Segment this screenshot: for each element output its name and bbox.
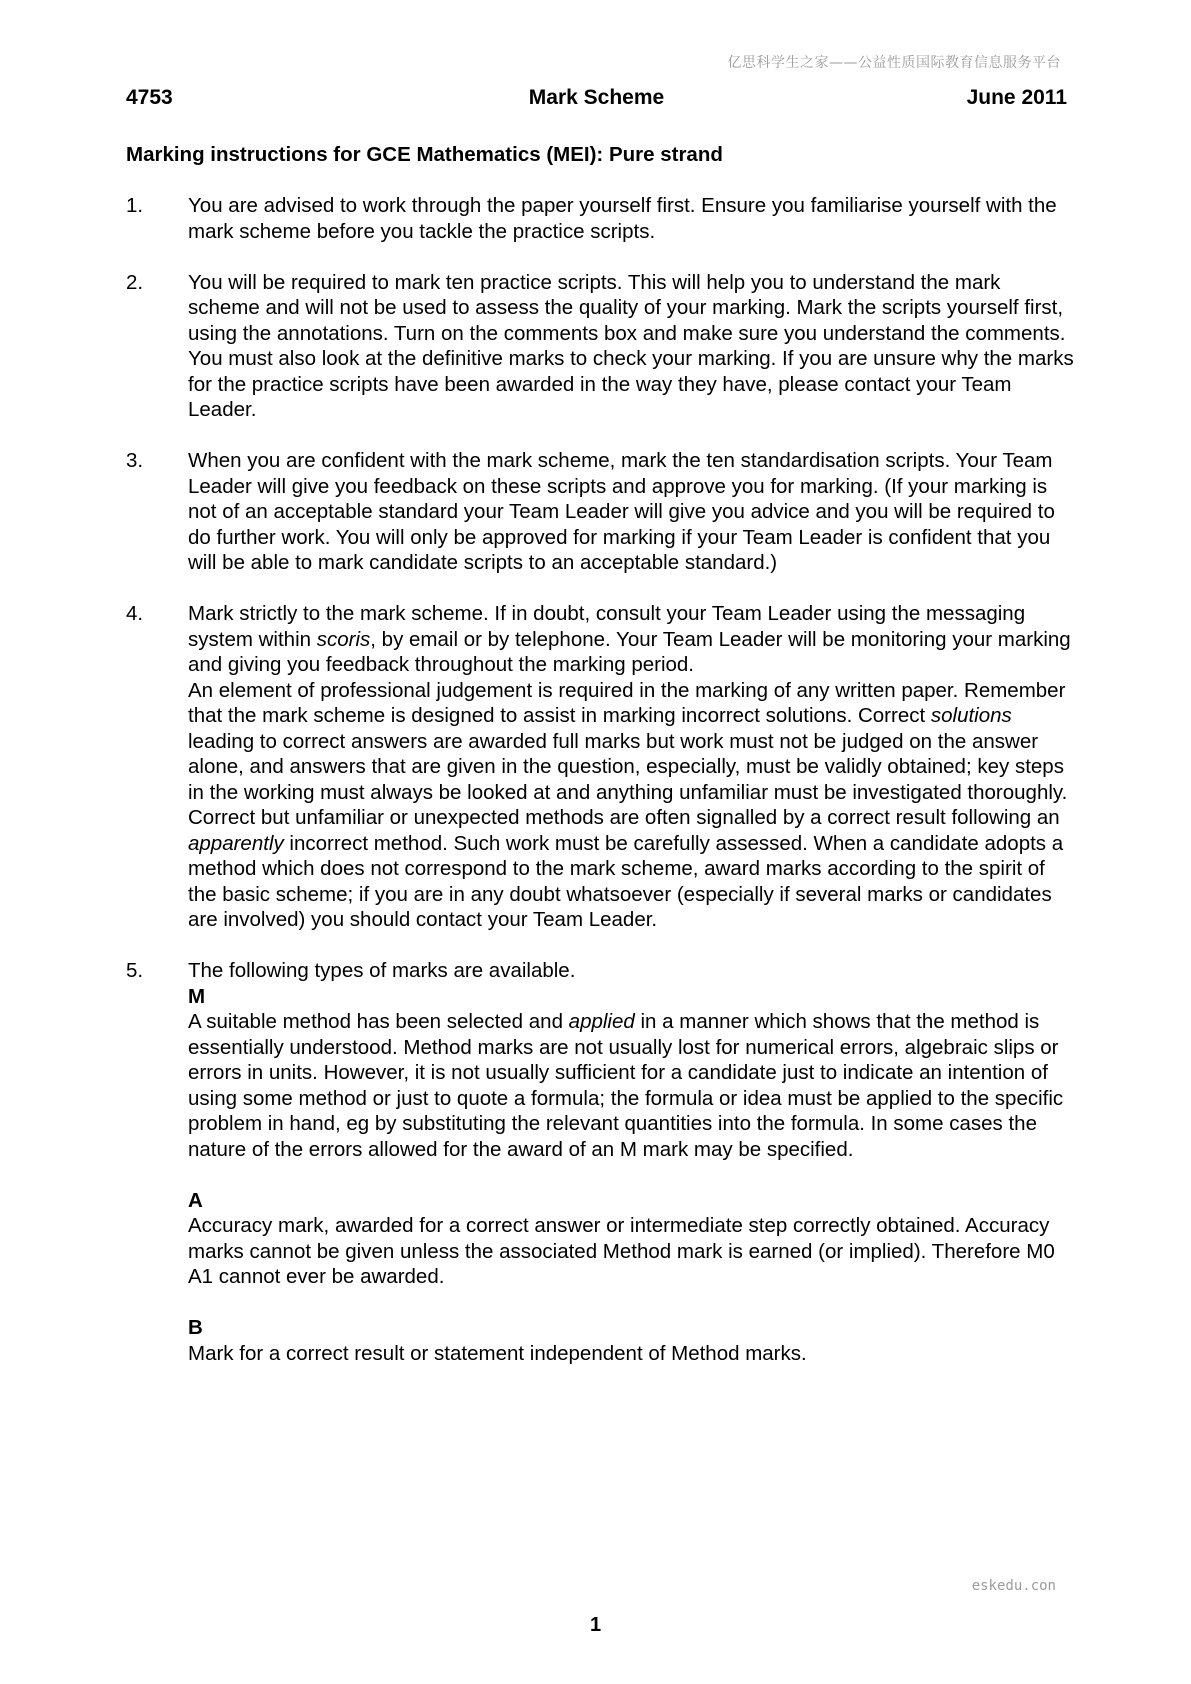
item-paragraph <box>188 601 1076 678</box>
mark-type-a <box>188 1188 1076 1290</box>
text-span: Mark strictly to the mark scheme. If in doubt, consult your Team Leader using the messaging system within <box>188 602 1026 651</box>
text-span: incorrect method. Such work must be carefully assessed. When a candidate adopts a method which does not correspond to the mark scheme, award marks according to the spirit of the basic scheme; if you are in any doubt whatsoever (especially if several marks or candidates are involved) you should contact your Team Leader. <box>188 831 1064 931</box>
text-span: leading to correct answers are awarded full marks but work must not be judged on the answer alone, and answers that are given in the question, especially, must be validly obtained; key steps in the working must always be looked at and anything unfamiliar must be investigated thoroughly. <box>188 729 1068 804</box>
paper-code: 4753 <box>126 86 173 109</box>
emphasis: applied <box>568 1010 635 1033</box>
mark-type-description: Mark for a correct result or statement independent of Method marks. <box>188 1341 807 1365</box>
mark-type-description <box>188 1009 1076 1162</box>
text-span: An element of professional judgement is required in the marking of any written paper. Remember that the mark scheme is designed to assist in marking incorrect solutions. Correct <box>188 678 1066 727</box>
list-item-3 <box>126 448 1076 576</box>
item-paragraph <box>188 678 1076 806</box>
header-title: Mark Scheme <box>528 86 665 109</box>
mark-type-heading: B <box>188 1316 203 1339</box>
header-date: June 2011 <box>966 86 1067 109</box>
item-number: 5. <box>126 959 144 982</box>
item-text: You are advised to work through the paper yourself first. Ensure you familiarise yourself with the mark scheme before you tackle the practice scripts. <box>188 194 1057 243</box>
mark-type-heading: A <box>188 1188 203 1212</box>
item-intro: The following types of marks are available. <box>188 959 576 982</box>
item-number: 3. <box>126 449 144 472</box>
list-item-5 <box>126 958 1076 1366</box>
text-span: A suitable method has been selected and <box>188 1010 569 1033</box>
item-number: 2. <box>126 270 144 294</box>
item-paragraph <box>188 805 1076 933</box>
mark-type-description: Accuracy mark, awarded for a correct answer or intermediate step correctly obtained. Accuracy marks cannot be given unless the associated Method mark is earned (or implied). Therefore M0 A1 cannot ever be awarded. <box>188 1214 1055 1288</box>
mark-type-m <box>188 984 1076 1163</box>
document-title: Marking instructions for GCE Mathematics (MEI): Pure strand <box>126 143 723 166</box>
list-item-4 <box>126 601 1076 933</box>
document-body <box>126 193 1076 1392</box>
text-span: Correct but unfamiliar or unexpected methods are often signalled by a correct result following an <box>188 806 1060 829</box>
emphasis: scoris <box>316 627 371 651</box>
text-span: in a manner which shows that the method is essentially understood. Method marks are not usually lost for numerical errors, algebraic slips or errors in units. However, it is not usually sufficient for a candidate just to indicate an intention of using some method or just to quote a formula; the formula or idea must be applied to the specific problem in hand, eg by substituting the relevant quantities into the formula. In some cases the nature of the errors allowed for the award of an M mark may be specified. <box>188 1010 1064 1161</box>
mark-type-heading: M <box>188 984 206 1008</box>
mark-type-b <box>188 1315 1076 1366</box>
text-span: , by email or by telephone. Your Team Leader will be monitoring your marking and giving you feedback throughout the marking period. <box>188 627 1071 676</box>
emphasis: solutions <box>930 704 1012 727</box>
item-text: When you are confident with the mark scheme, mark the ten standardisation scripts. Your Team Leader will give you feedback on these scripts and approve you for marking. (If your marking is not of an acceptable standard your Team Leader will give you advice and you will be required to do further work. You will only be approved for marking if your Team Leader is confident that you will be able to mark candidate scripts to an acceptable standard.) <box>188 449 1055 574</box>
item-number: 4. <box>126 602 144 625</box>
item-text: You will be required to mark ten practice scripts. This will help you to understand the mark scheme and will not be used to assess the quality of your marking. Mark the scripts yourself first, using the annotations. Turn on the comments box and make sure you understand the comments. You must also look at the definitive marks to check your marking. If you are unsure why the marks for the practice scripts have been awarded in the way they have, please contact your Team Leader. <box>188 270 1074 421</box>
watermark-bottom: eskedu.con <box>971 1578 1056 1594</box>
list-item-2 <box>126 270 1076 423</box>
page-header <box>126 86 1067 112</box>
list-item-1 <box>126 193 1076 244</box>
watermark-top: 亿思科学生之家——公益性质国际教育信息服务平台 <box>727 55 1061 71</box>
emphasis: apparently <box>188 831 284 855</box>
item-number: 1. <box>126 194 144 217</box>
page-number: 1 <box>589 1614 602 1636</box>
